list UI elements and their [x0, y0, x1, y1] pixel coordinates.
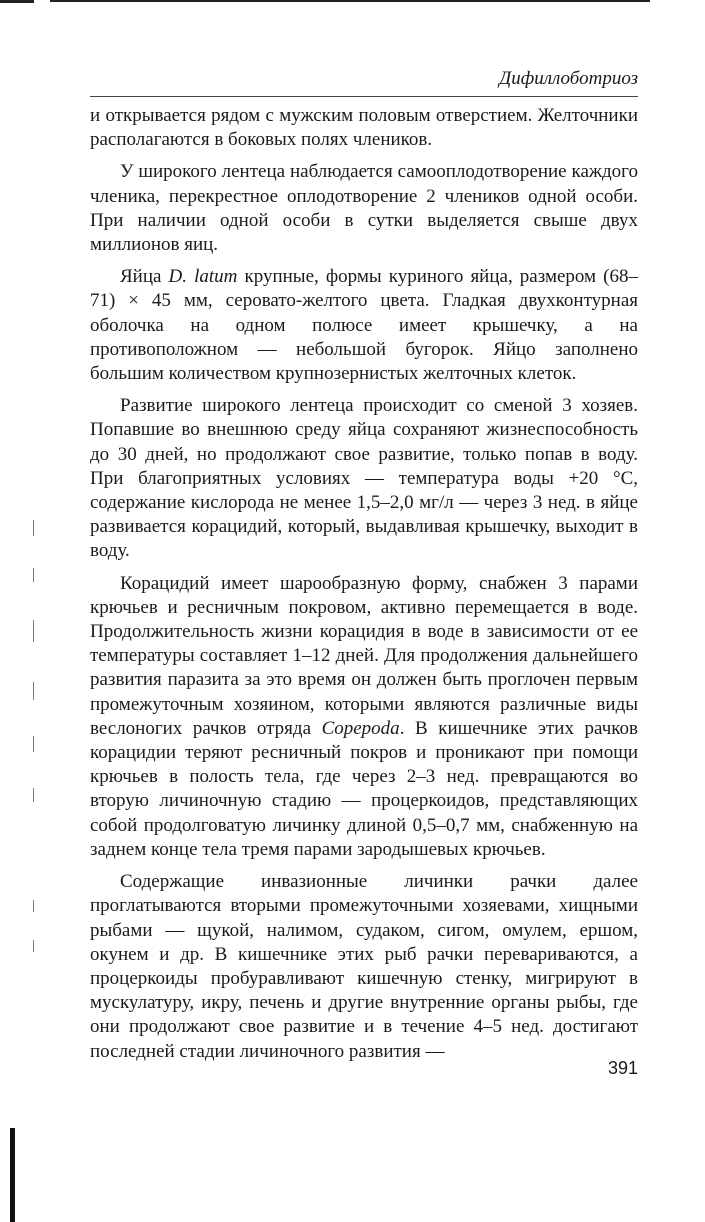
header-rule — [90, 96, 638, 97]
margin-mark — [33, 520, 34, 536]
scan-top-edge-left — [0, 0, 34, 3]
margin-mark — [33, 900, 34, 912]
margin-mark — [33, 788, 34, 802]
body-text — [90, 104, 638, 1072]
scan-edge-bar — [10, 1128, 15, 1222]
margin-mark — [33, 940, 34, 952]
paragraph-3-start: Яйца — [120, 266, 169, 288]
margin-mark — [33, 568, 34, 582]
paragraph-6: Содержащие инвазионные личинки рачки далее проглатываются вторыми промежуточными хозяевами, хищными рыбами — щукой, налимом, судаком, сигом, омулем, ершом, окунем и др. В кишечнике этих рыб рачки перевариваются, а процеркоиды пробуравливают кишечную стенку, мигрируют в мускулатуру, икру, печень и другие внутренние органы рыбы, где они продолжают свое развитие и в течение 4–5 нед. достигают последней стадии личиночного развития — — [90, 871, 638, 1062]
paragraph-3-end: крупные, формы куриного яйца, размером (68–71) × 45 мм, серовато-желтого цвета. Гладкая двухконтурная оболочка на одном полюсе имеет крышечку, а на противоположном — небольшой бугорок. Яйцо заполнено большим количеством крупнозернистых желточных клеток. — [90, 266, 638, 385]
paragraph-5 — [90, 572, 638, 862]
scan-top-rule — [50, 0, 650, 2]
order-name-copepoda: Copepoda — [321, 717, 400, 739]
running-header: Дифиллоботриоз — [499, 68, 638, 89]
paragraph-2: У широкого лентеца наблюдается самооплодотворение каждого членика, перекрестное оплодотворение 2 члеников одной особи. При наличии одной особи в сутки выделяется свыше двух миллионов яиц. — [90, 161, 638, 256]
species-name-d-latum: D. latum — [168, 266, 238, 288]
page-number: 391 — [607, 1058, 638, 1078]
paragraph-1: и открывается рядом с мужским половым отверстием. Желточники располагаются в боковых полях члеников. — [90, 105, 638, 151]
paragraph-5-start: Корацидий имеет шарообразную форму, снабжен 3 парами крючьев и ресничным покровом, активно перемещается в воде. Продолжительность жизни корацидия в воде в зависимости от ее температуры составляет 1–12 дней. Для продолжения дальнейшего развития паразита за это время он должен быть проглочен первым промежуточным хозяином, которыми являются различные виды веслоногих рачков отряда — [90, 572, 638, 739]
margin-mark — [33, 620, 34, 642]
paragraph-5-end: . В кишечнике этих рачков корацидии теряют ресничный покров и проникают при помощи крючьев в полость тела, где через 2–3 нед. превращаются во вторую личиночную стадию — процеркоидов, представляющих собой продолговатую личинку длиной 0,5–0,7 мм, снабженную на заднем конце тела тремя парами зародышевых крючьев. — [90, 717, 638, 860]
paragraph-3 — [90, 265, 638, 386]
paragraph-4: Развитие широкого лентеца происходит со сменой 3 хозяев. Попавшие во внешнюю среду яйца сохраняют жизнеспособность до 30 дней, но продолжают свое развитие, только попав в воду. При благоприятных условиях — температура воды +20 °С, содержание кислорода не менее 1,5–2,0 мг/л — через 3 нед. в яйце развивается корацидий, который, выдавливая крышечку, выходит в воду. — [90, 395, 638, 562]
margin-mark — [33, 682, 34, 700]
margin-mark — [33, 736, 34, 752]
